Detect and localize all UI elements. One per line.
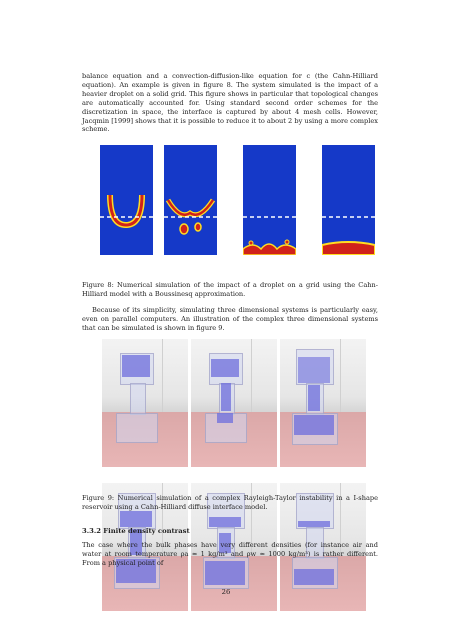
- section-heading: 3.3.2 Finite density contrast: [82, 527, 190, 535]
- simulation-panel-3: [243, 145, 296, 255]
- render-image-2: [191, 339, 277, 467]
- simulation-panel-1: [100, 145, 153, 255]
- paragraph-3: The case where the bulk phases have very different densities (for instance air and water at room temperature ρa ≃ 1 kg/m³ and ρw ≃ 1000 kg/m³) is rather different. From a physical point of: [82, 541, 378, 567]
- render-image-3: [280, 339, 366, 467]
- figure-8-caption: Figure 8: Numerical simulation of the impact of a droplet on a grid using the Cahn-Hilliard model with a Boussinesq approximation.: [82, 281, 378, 298]
- render-image-1: [102, 339, 188, 467]
- page-number: 26: [221, 588, 231, 596]
- simulation-panel-4: [322, 145, 375, 255]
- figure-9-caption: Figure 9: Numerical simulation of a complex Rayleigh-Taylor instability in a I-shape reservoir using a Cahn-Hilliard diffuse interface model.: [82, 494, 378, 511]
- simulation-panel-2: [164, 145, 217, 255]
- intro-paragraph: balance equation and a convection-diffusion-like equation for c (the Cahn-Hilliard equation). An example is given in figure 8. The system simulated is the impact of a heavier droplet on a solid grid. This figure shows in particular that topological changes are automatically accounted for. Using standard second order schemes for the discretization in space, the interface is captured by about 4 mesh cells. However, Jacqmin [1999] shows that it is possible to reduce it to about 2 by using a more complex scheme.: [82, 72, 378, 134]
- paragraph-2: Because of its simplicity, simulating three dimensional systems is particularly easy, even on parallel computers. An illustration of the complex three dimensional systems that can be simulated is shown in figure 9.: [82, 306, 378, 332]
